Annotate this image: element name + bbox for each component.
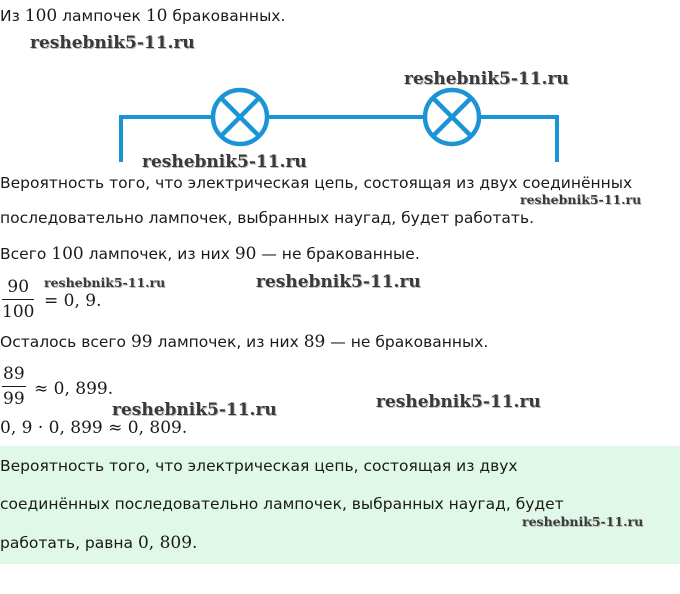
step-2-text (0, 334, 488, 351)
watermark: reshebnik5-11.ru (44, 275, 166, 290)
step-1-prefix: Всего (0, 245, 52, 263)
watermark: reshebnik5-11.ru (30, 33, 195, 53)
watermark: reshebnik5-11.ru (256, 272, 421, 292)
step-1-total: 100 (51, 244, 84, 264)
watermark: reshebnik5-11.ru (376, 392, 541, 412)
step-1-suffix: — не бракованные. (256, 245, 420, 263)
step-2-good: 89 (303, 332, 326, 352)
step-1-middle: лампочек, из них (83, 245, 235, 263)
fraction-numerator: 90 (7, 277, 30, 297)
circuit-wire-right (480, 117, 557, 162)
watermark: reshebnik5-11.ru (520, 192, 642, 207)
answer-line-2: соединённых последовательно лампочек, выбранных наугад, будет (0, 495, 564, 513)
circuit-diagram (0, 0, 680, 180)
fraction-denominator: 99 (3, 389, 25, 409)
answer-prefix: работать, равна (0, 534, 138, 552)
watermark: reshebnik5-11.ru (112, 400, 277, 420)
answer-line-3 (0, 535, 197, 552)
total-count: 100 (24, 6, 58, 26)
answer-line-1: Вероятность того, что электрическая цепь, состоящая из двух (0, 457, 518, 475)
product-expression: 0, 9 · 0, 899 ≈ 0, 809. (0, 418, 188, 438)
question-line-1: Вероятность того, что электрическая цепь, состоящая из двух соединённых (0, 174, 633, 192)
fraction-2-result: ≈ 0, 899. (34, 379, 114, 399)
watermark: reshebnik5-11.ru (142, 152, 307, 172)
fraction-90-100 (2, 277, 34, 322)
step-2-prefix: Осталось всего (0, 333, 131, 351)
problem-middle: лампочек (57, 7, 146, 25)
fraction-denominator: 100 (2, 302, 35, 322)
question-line-2: последовательно лампочек, выбранных наугад, будет работать. (0, 209, 535, 227)
answer-value: 0, 809. (137, 533, 198, 553)
watermark: reshebnik5-11.ru (522, 514, 644, 529)
step-2-suffix: — не бракованных. (325, 333, 489, 351)
watermark: reshebnik5-11.ru (404, 69, 569, 89)
step-1-text (0, 246, 420, 263)
lamp-cross-icon (425, 90, 479, 144)
fraction-89-99 (2, 364, 26, 409)
problem-prefix: Из (0, 7, 25, 25)
step-2-middle: лампочек, из них (152, 333, 304, 351)
lamp-cross-icon (213, 90, 267, 144)
defective-count: 10 (145, 6, 168, 26)
fraction-1-result: = 0, 9. (44, 291, 102, 311)
problem-suffix: бракованных. (167, 7, 286, 25)
step-1-good: 90 (234, 244, 257, 264)
fraction-numerator: 89 (3, 364, 25, 384)
step-2-total: 99 (130, 332, 153, 352)
